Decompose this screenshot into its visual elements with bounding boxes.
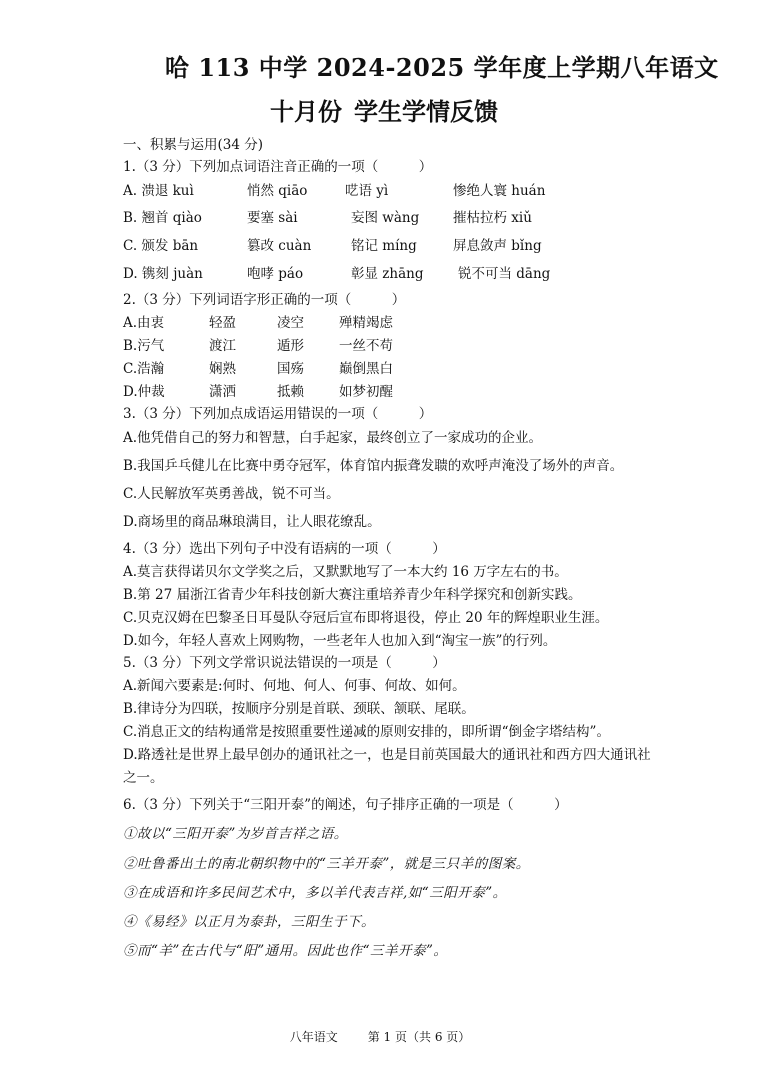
question-6-item-3: ③在成语和许多民间艺术中，多以羊代表吉祥,如“三阳开泰”。 [123, 885, 507, 901]
question-3-option-b: B.我国乒乓健儿在比赛中勇夺冠军，体育馆内振聋发聩的欢呼声淹没了场外的声音。 [123, 458, 624, 474]
question-5-option-c: C.消息正文的结构通常是按照重要性递减的原则安排的，即所谓“倒金字塔结构”。 [123, 724, 610, 740]
question-4-option-d: D.如今，年轻人喜欢上网购物，一些老年人也加入到“淘宝一族”的行列。 [123, 633, 557, 649]
question-5-option-b: B.律诗分为四联，按顺序分别是首联、颈联、颔联、尾联。 [123, 701, 475, 717]
subtitle-month: 十月份 [270, 97, 342, 126]
question-5-option-d: D.路透社是世界上最早创办的通讯社之一，也是目前英国最大的通讯社和西方四大通讯社 [123, 747, 651, 763]
exam-subtitle [270, 92, 498, 127]
question-6-item-5: ⑤而“羊”在古代与“阳”通用。因此也作“三羊开泰”。 [123, 943, 448, 959]
question-5-option-a: A.新闻六要素是:何时、何地、何人、何事、何故、如何。 [123, 678, 466, 694]
question-6-stem: 6.（3 分）下列关于“三阳开泰”的阐述，句子排序正确的一项是（ ） [123, 797, 568, 813]
question-5-stem: 5.（3 分）下列文学常识说法错误的一项是（ ） [123, 655, 446, 671]
section-heading: 一、积累与运用(34 分) [123, 137, 264, 153]
question-3-stem: 3.（3 分）下列加点成语运用错误的一项（ ） [123, 406, 433, 422]
question-1-stem: 1.（3 分）下列加点词语注音正确的一项（ ） [123, 159, 433, 175]
subtitle-feedback: 学生学情反馈 [354, 97, 498, 126]
page-footer [0, 1028, 760, 1045]
exam-title: 哈 113 中学 2024-2025 学年度上学期八年语文 [165, 53, 719, 82]
question-4-option-c: C.贝克汉姆在巴黎圣日耳曼队夺冠后宣布即将退役，停止 20 年的辉煌职业生涯。 [123, 610, 609, 626]
question-3-option-a: A.他凭借自己的努力和智慧，白手起家，最终创立了一家成功的企业。 [123, 430, 543, 446]
question-3-option-d: D.商场里的商品琳琅满目，让人眼花缭乱。 [123, 514, 381, 530]
question-6-item-2: ②吐鲁番出土的南北朝织物中的“三羊开泰”，就是三只羊的图案。 [123, 856, 530, 872]
question-4-option-b: B.第 27 届浙江省青少年科技创新大赛注重培养青少年科学探究和创新实践。 [123, 587, 582, 603]
footer-page-number: 第 1 页（共 6 页） [367, 1030, 471, 1044]
exam-page: 哈 113 中学 2024-2025 学年度上学期八年语文 十月份 学生学情反馈 一、积累与运用(34 分) 1.（3 分）下列加点词语注音正确的一项（ ） A. 溃退 kuì 悄然 qiāo 呓语 yì 惨绝人寰 huán B. 翘首 qiào 要塞 sài 妄图 wàng 摧枯拉朽 xiǔ C. 颁发 bān 篡改 cuàn 铭记 míng 屏息敛声 bǐng D. 镌刻 juàn 咆哮 páo 彰显 zhāng 锐不可当 dāng 2.（3 分）下列词语字形正确的一项（ ） A.由衷 轻盈 凌空 殚精竭虑 B.污气 渡江 遁形 一丝不苟 C.浩瀚 娴熟 国殇 巅倒黑白 D.仲裁 潇洒 抵赖 如梦初醒 3.（3 分）下列加点成语运用错误的一项（ ） A.他凭借自己的努力和智慧，白手起家，最终创立了一家成功的企业。 B.我国乒乓健儿在比赛中勇夺冠军，体育馆内振聋发聩的欢呼声淹没了场外的声音。 C.人民解放军英勇善战，锐不可当。 D.商场里的商品琳琅满目，让人眼花缭乱。 4.（3 分）选出下列句子中没有语病的一项（ ） A.莫言获得诺贝尔文学奖之后，又默默地写了一本大约 16 万字左右的书。 B.第 27 届浙江省青少年科技创新大赛注重培养青少年科学探究和创新实践。 C.贝克汉姆在巴黎圣日耳曼队夺冠后宣布即将退役，停止 20 年的辉煌职业生涯。 D.如今，年轻人喜欢上网购物，一些老年人也加入到“淘宝一族”的行列。 5.（3 分）下列文学常识说法错误的一项是（ ） A.新闻六要素是:何时、何地、何人、何事、何故、如何。 B.律诗分为四联，按顺序分别是首联、颈联、颔联、尾联。 C.消息正文的结构通常是按照重要性递减的原则安排的，即所谓“倒金字塔结构”。 D.路透社是世界上最早创办的通讯社之一，也是目前英国最大的通讯社和西方四大通讯社 之一。 6.（3 分）下列关于“三阳开泰”的阐述，句子排序正确的一项是（ ） ①故以“三阳开泰”为岁首吉祥之语。 ②吐鲁番出土的南北朝织物中的“三羊开泰”，就是三只羊的图案。 ③在成语和许多民间艺术中，多以羊代表吉祥,如“三阳开泰”。 ④《易经》以正月为泰卦，三阳生于下。 ⑤而“羊”在古代与“阳”通用。因此也作“三羊开泰”。 八年语文 第 1 页（共 6 页） [0, 0, 760, 1074]
footer-subject: 八年语文 [289, 1030, 338, 1044]
question-4-option-a: A.莫言获得诺贝尔文学奖之后，又默默地写了一本大约 16 万字左右的书。 [123, 564, 568, 580]
question-3-option-c: C.人民解放军英勇善战，锐不可当。 [123, 486, 340, 502]
question-2-stem: 2.（3 分）下列词语字形正确的一项（ ） [123, 292, 406, 308]
question-4-stem: 4.（3 分）选出下列句子中没有语病的一项（ ） [123, 541, 446, 557]
question-6-item-1: ①故以“三阳开泰”为岁首吉祥之语。 [123, 826, 348, 842]
question-6-item-4: ④《易经》以正月为泰卦，三阳生于下。 [123, 914, 375, 930]
question-5-option-d-continued: 之一。 [123, 770, 164, 786]
